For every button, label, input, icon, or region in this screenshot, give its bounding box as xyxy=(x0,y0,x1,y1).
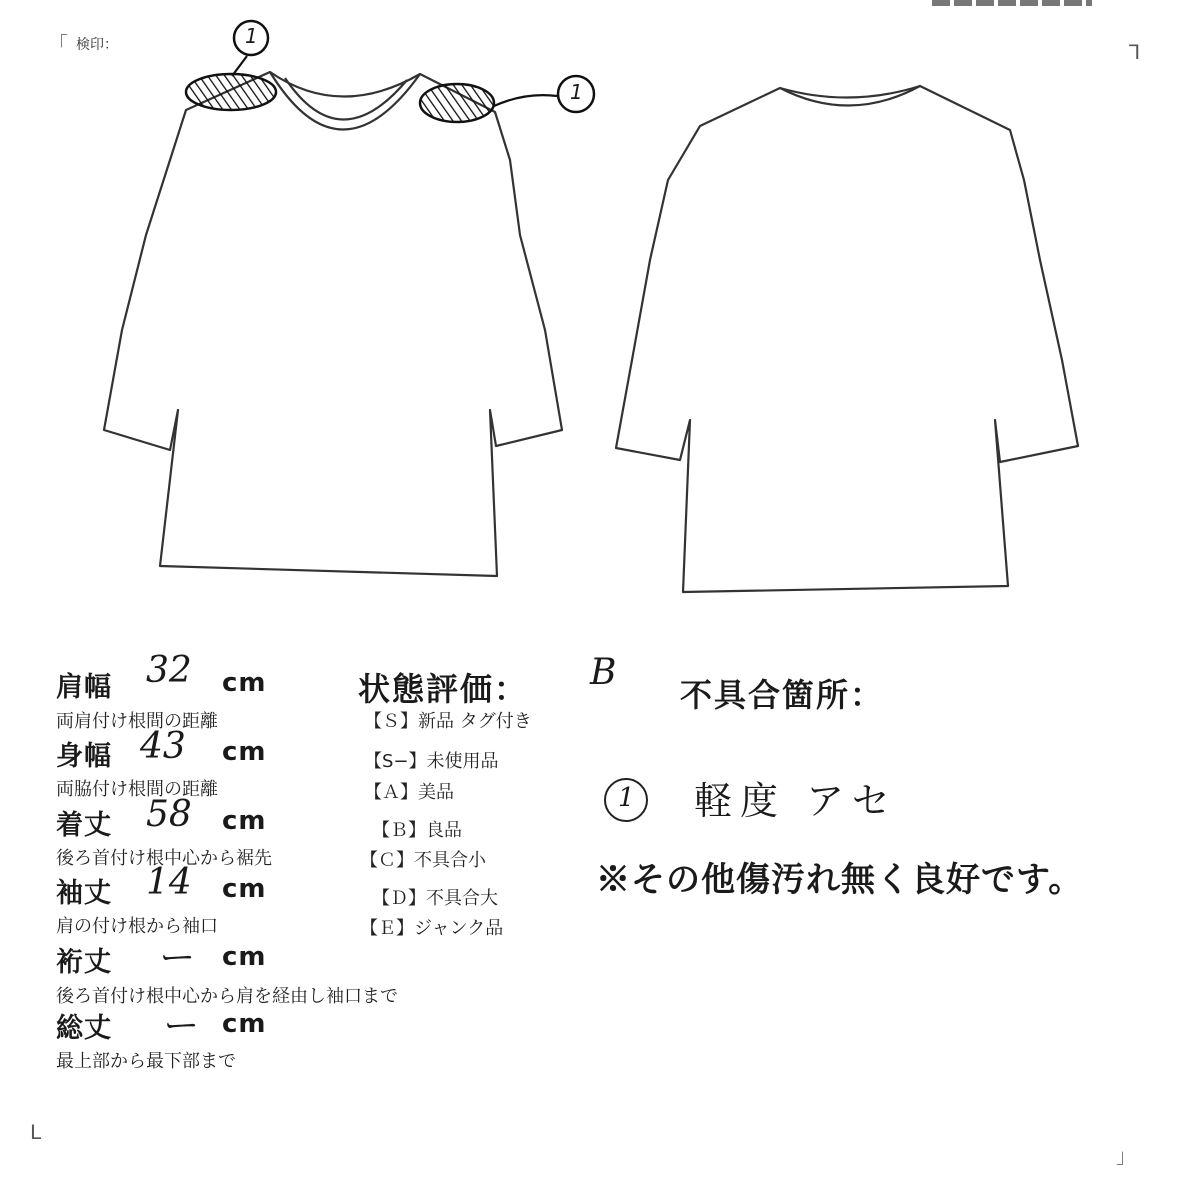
callout-number-right: 1 xyxy=(570,80,583,104)
measurement-label-total: 総丈 xyxy=(56,1013,112,1044)
measurement-desc-total: 最上部から最下部まで xyxy=(56,1051,236,1072)
grade-s: 【Ｓ】新品 タグ付き xyxy=(364,711,532,732)
measurement-desc-length: 後ろ首付け根中心から裾先 xyxy=(56,848,272,869)
grade-a: 【Ａ】美品 xyxy=(364,782,454,803)
grade-b: 【Ｂ】良品 xyxy=(372,820,462,841)
measurement-label-chest: 身幅 xyxy=(56,741,112,772)
back-view-shirt xyxy=(616,86,1078,592)
measurement-value-shoulder: 32 xyxy=(146,650,192,691)
defect-area-left-shoulder xyxy=(186,74,276,110)
corner-mark-bottom-left: ᒪ xyxy=(30,1120,42,1144)
measurement-label-yuki: 裄丈 xyxy=(56,947,112,978)
measurement-value-total: ー xyxy=(160,1006,197,1047)
defect-item-text: 軽度 アセ xyxy=(694,779,898,823)
measurement-desc-chest: 両脇付け根間の距離 xyxy=(56,779,218,800)
grade-c: 【Ｃ】不具合小 xyxy=(360,850,486,871)
defect-area-right-shoulder xyxy=(420,84,494,122)
measurement-label-sleeve: 袖丈 xyxy=(56,878,112,909)
grade-e: 【Ｅ】ジャンク品 xyxy=(360,918,504,939)
measurement-value-chest: 43 xyxy=(140,726,186,767)
grade-s-minus: 【S−】未使用品 xyxy=(364,751,499,772)
measurement-unit-length: cm xyxy=(222,806,267,836)
measurement-desc-sleeve: 肩の付け根から袖口 xyxy=(56,916,218,937)
measurement-label-length: 着丈 xyxy=(56,810,112,841)
corner-mark-bottom-right: 」 xyxy=(1116,1144,1136,1168)
measurement-unit-chest: cm xyxy=(222,737,267,767)
measurement-unit-shoulder: cm xyxy=(222,668,267,698)
condition-value: B xyxy=(590,652,617,693)
measurement-value-yuki: ー xyxy=(156,938,193,979)
measurement-unit-sleeve: cm xyxy=(222,874,267,904)
front-view-shirt xyxy=(104,72,562,576)
defect-item-number: 1 xyxy=(618,783,635,813)
measurement-desc-shoulder: 両肩付け根間の距離 xyxy=(56,711,218,732)
corner-mark-top-right: ᒣ xyxy=(1128,40,1141,64)
measurement-value-sleeve: 14 xyxy=(146,862,192,903)
measurement-value-length: 58 xyxy=(146,794,192,835)
callout-number-left: 1 xyxy=(245,24,258,48)
measurement-unit-yuki: cm xyxy=(222,942,267,972)
measurement-label-shoulder: 肩幅 xyxy=(56,672,112,703)
corner-mark-top-left: 「 xyxy=(48,32,68,56)
stamp-label: 検印： xyxy=(76,37,118,53)
grade-d: 【Ｄ】不具合大 xyxy=(372,888,498,909)
defects-note: ※その他傷汚れ無く良好です。 xyxy=(596,860,1084,900)
measurement-unit-total: cm xyxy=(222,1009,267,1039)
defects-title: 不具合箇所： xyxy=(680,676,885,714)
measurement-desc-yuki: 後ろ首付け根中心から肩を経由し袖口まで xyxy=(56,986,398,1007)
condition-title: 状態評価： xyxy=(358,670,529,708)
